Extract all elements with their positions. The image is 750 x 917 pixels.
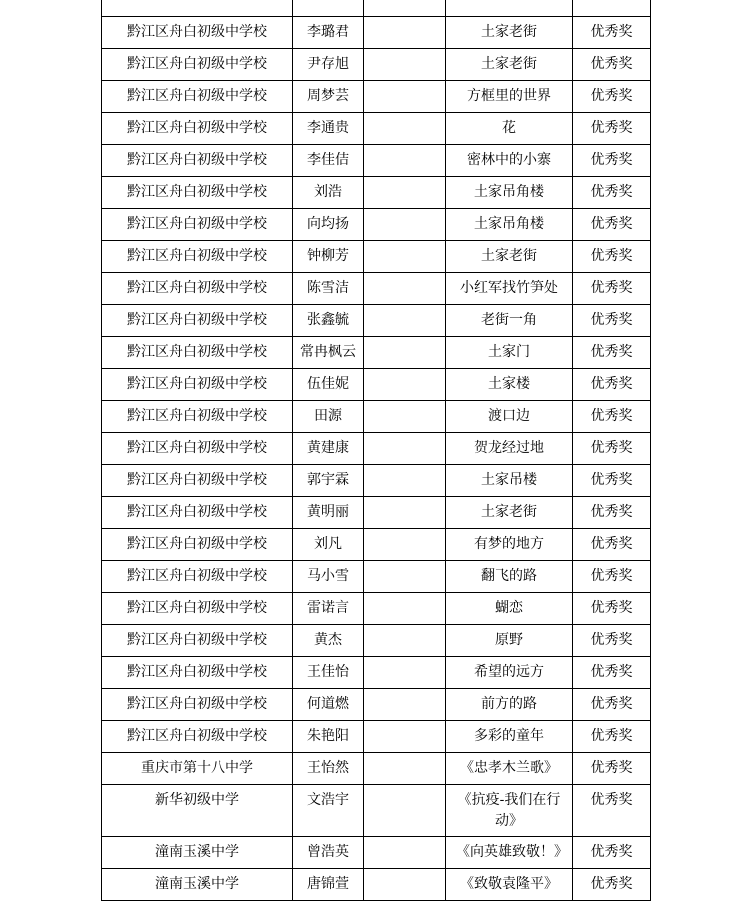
- award-cell: 优秀奖: [573, 593, 651, 625]
- artwork-title-cell: 小红军找竹笋处: [446, 273, 573, 305]
- award-cell: 优秀奖: [573, 529, 651, 561]
- table-row: [102, 753, 651, 785]
- award-cell: 优秀奖: [573, 369, 651, 401]
- artwork-title-cell: 方框里的世界: [446, 81, 573, 113]
- student-name-cell: 刘浩: [293, 177, 364, 209]
- table-row: [102, 49, 651, 81]
- blank-cell: [364, 497, 446, 529]
- student-name-cell: 马小雪: [293, 561, 364, 593]
- blank-cell: [364, 17, 446, 49]
- school-cell: 黔江区舟白初级中学校: [102, 49, 293, 81]
- blank-cell: [364, 753, 446, 785]
- student-name-cell: 黄明丽: [293, 497, 364, 529]
- award-cell: 优秀奖: [573, 837, 651, 869]
- table-row: [102, 305, 651, 337]
- school-cell: 黔江区舟白初级中学校: [102, 337, 293, 369]
- student-name-cell: 钟柳芳: [293, 241, 364, 273]
- student-name-cell: 张鑫毓: [293, 305, 364, 337]
- student-name-cell: 周梦芸: [293, 81, 364, 113]
- school-cell: 黔江区舟白初级中学校: [102, 113, 293, 145]
- artwork-title-cell: [446, 0, 573, 17]
- award-cell: 优秀奖: [573, 689, 651, 721]
- table-row: [102, 529, 651, 561]
- award-cell: 优秀奖: [573, 81, 651, 113]
- table-row: [102, 561, 651, 593]
- artwork-title-cell: 密林中的小寨: [446, 145, 573, 177]
- blank-cell: [364, 0, 446, 17]
- table-row: [102, 241, 651, 273]
- table-row: [102, 209, 651, 241]
- award-cell: 优秀奖: [573, 49, 651, 81]
- award-cell: 优秀奖: [573, 209, 651, 241]
- blank-cell: [364, 209, 446, 241]
- student-name-cell: 文浩宇: [293, 785, 364, 837]
- student-name-cell: 何道燃: [293, 689, 364, 721]
- award-cell: 优秀奖: [573, 241, 651, 273]
- table-row: [102, 113, 651, 145]
- student-name-cell: 黄杰: [293, 625, 364, 657]
- artwork-title-cell: 《抗疫-我们在行动》: [446, 785, 573, 837]
- blank-cell: [364, 869, 446, 901]
- table-row: [102, 869, 651, 901]
- school-cell: 重庆市第十八中学: [102, 753, 293, 785]
- blank-cell: [364, 241, 446, 273]
- award-cell: 优秀奖: [573, 337, 651, 369]
- school-cell: 黔江区舟白初级中学校: [102, 497, 293, 529]
- blank-cell: [364, 113, 446, 145]
- artwork-title-cell: 土家楼: [446, 369, 573, 401]
- student-name-cell: 王怡然: [293, 753, 364, 785]
- school-cell: 潼南玉溪中学: [102, 837, 293, 869]
- award-cell: 优秀奖: [573, 305, 651, 337]
- blank-cell: [364, 177, 446, 209]
- award-cell: 优秀奖: [573, 721, 651, 753]
- table-row: [102, 497, 651, 529]
- school-cell: 黔江区舟白初级中学校: [102, 273, 293, 305]
- award-cell: 优秀奖: [573, 561, 651, 593]
- table-row: [102, 785, 651, 837]
- school-cell: 黔江区舟白初级中学校: [102, 625, 293, 657]
- blank-cell: [364, 369, 446, 401]
- table-row: [102, 465, 651, 497]
- award-list-body: [102, 0, 651, 901]
- artwork-title-cell: 翻飞的路: [446, 561, 573, 593]
- table-row: [102, 625, 651, 657]
- artwork-title-cell: 多彩的童年: [446, 721, 573, 753]
- student-name-cell: 李璐君: [293, 17, 364, 49]
- table-row: [102, 401, 651, 433]
- student-name-cell: 王佳怡: [293, 657, 364, 689]
- award-cell: 优秀奖: [573, 273, 651, 305]
- artwork-title-cell: 渡口边: [446, 401, 573, 433]
- blank-cell: [364, 837, 446, 869]
- student-name-cell: 常冉枫云: [293, 337, 364, 369]
- school-cell: 黔江区舟白初级中学校: [102, 209, 293, 241]
- artwork-title-cell: 土家老街: [446, 497, 573, 529]
- award-cell: 优秀奖: [573, 785, 651, 837]
- artwork-title-cell: 土家老街: [446, 241, 573, 273]
- artwork-title-cell: 土家门: [446, 337, 573, 369]
- student-name-cell: 唐锦萱: [293, 869, 364, 901]
- student-name-cell: 尹存旭: [293, 49, 364, 81]
- artwork-title-cell: 希望的远方: [446, 657, 573, 689]
- table-row: [102, 837, 651, 869]
- artwork-title-cell: 《忠孝木兰歌》: [446, 753, 573, 785]
- table-row: [102, 17, 651, 49]
- artwork-title-cell: 蝴恋: [446, 593, 573, 625]
- artwork-title-cell: 《向英雄致敬！》: [446, 837, 573, 869]
- table-row: [102, 721, 651, 753]
- table-row: [102, 337, 651, 369]
- award-cell: [573, 0, 651, 17]
- student-name-cell: 陈雪洁: [293, 273, 364, 305]
- award-cell: 优秀奖: [573, 177, 651, 209]
- blank-cell: [364, 305, 446, 337]
- artwork-title-cell: 有梦的地方: [446, 529, 573, 561]
- artwork-title-cell: 土家吊楼: [446, 465, 573, 497]
- award-cell: 优秀奖: [573, 401, 651, 433]
- blank-cell: [364, 721, 446, 753]
- student-name-cell: 李佳佶: [293, 145, 364, 177]
- school-cell: 潼南玉溪中学: [102, 869, 293, 901]
- table-row: [102, 177, 651, 209]
- student-name-cell: 向均扬: [293, 209, 364, 241]
- school-cell: 黔江区舟白初级中学校: [102, 401, 293, 433]
- award-cell: 优秀奖: [573, 465, 651, 497]
- blank-cell: [364, 81, 446, 113]
- artwork-title-cell: 土家老街: [446, 17, 573, 49]
- blank-cell: [364, 593, 446, 625]
- award-cell: 优秀奖: [573, 145, 651, 177]
- student-name-cell: 曾浩英: [293, 837, 364, 869]
- school-cell: 黔江区舟白初级中学校: [102, 17, 293, 49]
- table-row: [102, 273, 651, 305]
- table-row: [102, 145, 651, 177]
- award-list-table: [101, 0, 651, 901]
- school-cell: 黔江区舟白初级中学校: [102, 145, 293, 177]
- blank-cell: [364, 657, 446, 689]
- student-name-cell: 朱艳阳: [293, 721, 364, 753]
- artwork-title-cell: 原野: [446, 625, 573, 657]
- school-cell: 黔江区舟白初级中学校: [102, 593, 293, 625]
- artwork-title-cell: 土家吊角楼: [446, 209, 573, 241]
- artwork-title-cell: 《致敬袁隆平》: [446, 869, 573, 901]
- table-row: [102, 369, 651, 401]
- blank-cell: [364, 529, 446, 561]
- student-name-cell: 伍佳妮: [293, 369, 364, 401]
- student-name-cell: 黄建康: [293, 433, 364, 465]
- school-cell: 黔江区舟白初级中学校: [102, 305, 293, 337]
- school-cell: 黔江区舟白初级中学校: [102, 721, 293, 753]
- school-cell: 黔江区舟白初级中学校: [102, 81, 293, 113]
- student-name-cell: 郭宇霖: [293, 465, 364, 497]
- award-cell: 优秀奖: [573, 113, 651, 145]
- artwork-title-cell: 前方的路: [446, 689, 573, 721]
- blank-cell: [364, 785, 446, 837]
- school-cell: 黔江区舟白初级中学校: [102, 177, 293, 209]
- table-row: [102, 689, 651, 721]
- award-cell: 优秀奖: [573, 433, 651, 465]
- award-cell: 优秀奖: [573, 497, 651, 529]
- blank-cell: [364, 337, 446, 369]
- blank-cell: [364, 145, 446, 177]
- school-cell: 黔江区舟白初级中学校: [102, 657, 293, 689]
- blank-cell: [364, 273, 446, 305]
- blank-cell: [364, 625, 446, 657]
- artwork-title-cell: 贺龙经过地: [446, 433, 573, 465]
- blank-cell: [364, 433, 446, 465]
- artwork-title-cell: 花: [446, 113, 573, 145]
- artwork-title-cell: 老街一角: [446, 305, 573, 337]
- table-row: [102, 593, 651, 625]
- blank-cell: [364, 465, 446, 497]
- blank-cell: [364, 401, 446, 433]
- artwork-title-cell: 土家老街: [446, 49, 573, 81]
- school-cell: 黔江区舟白初级中学校: [102, 465, 293, 497]
- student-name-cell: [293, 0, 364, 17]
- student-name-cell: 刘凡: [293, 529, 364, 561]
- award-cell: 优秀奖: [573, 625, 651, 657]
- blank-cell: [364, 689, 446, 721]
- school-cell: 黔江区舟白初级中学校: [102, 241, 293, 273]
- award-cell: 优秀奖: [573, 17, 651, 49]
- table-row: [102, 81, 651, 113]
- award-cell: 优秀奖: [573, 657, 651, 689]
- school-cell: 黔江区舟白初级中学校: [102, 561, 293, 593]
- table-row: [102, 433, 651, 465]
- student-name-cell: 李通贵: [293, 113, 364, 145]
- award-cell: 优秀奖: [573, 869, 651, 901]
- artwork-title-cell: 土家吊角楼: [446, 177, 573, 209]
- school-cell: 黔江区舟白初级中学校: [102, 433, 293, 465]
- blank-cell: [364, 561, 446, 593]
- student-name-cell: 雷诺言: [293, 593, 364, 625]
- blank-cell: [364, 49, 446, 81]
- school-cell: 黔江区舟白初级中学校: [102, 689, 293, 721]
- school-cell: 新华初级中学: [102, 785, 293, 837]
- student-name-cell: 田源: [293, 401, 364, 433]
- award-cell: 优秀奖: [573, 753, 651, 785]
- school-cell: 黔江区舟白初级中学校: [102, 369, 293, 401]
- table-row: [102, 657, 651, 689]
- school-cell: 黔江区舟白初级中学校: [102, 529, 293, 561]
- table-row: [102, 0, 651, 17]
- school-cell: [102, 0, 293, 17]
